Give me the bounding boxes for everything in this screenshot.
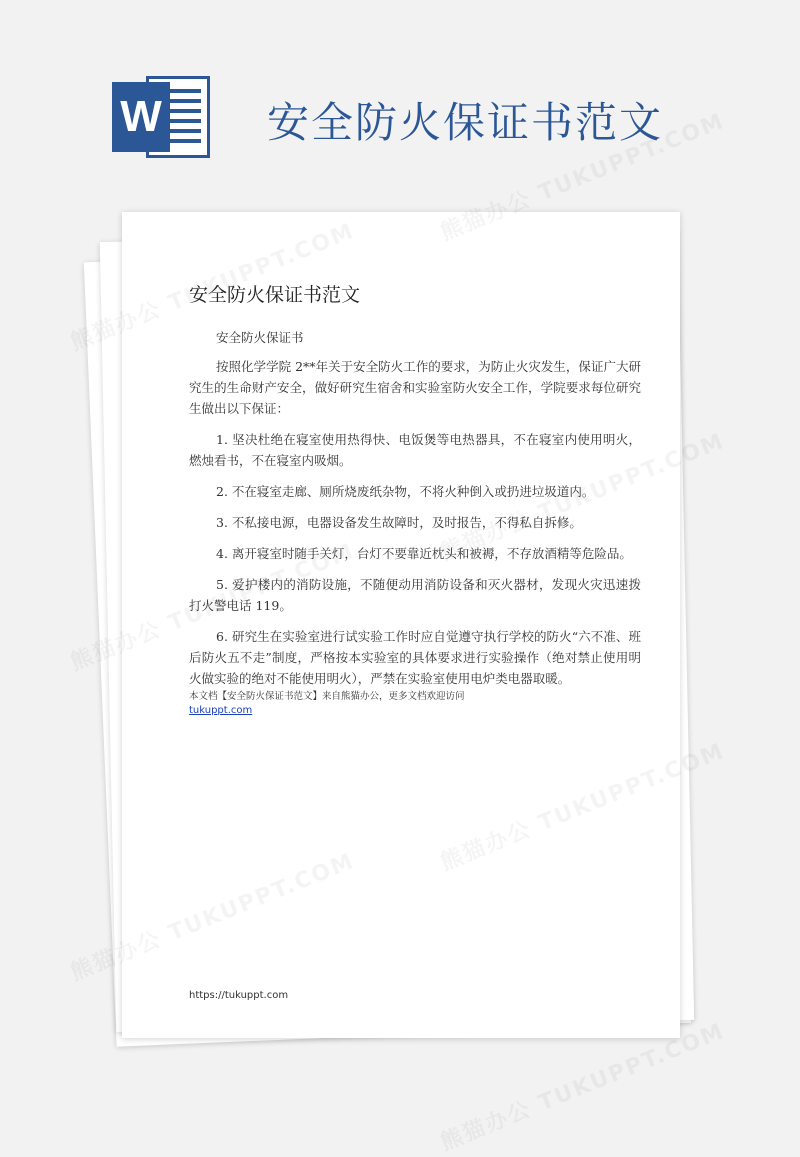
document-paragraph: 6. 研究生在实验室进行试实验工作时应自觉遵守执行学校的防火“六不准、班后防火五不走”制度，严格按本实验室的具体要求进行实验操作（绝对禁止使用明火做实验的绝对不能使用明火），严禁在实验室使用电炉类电器取暖。 (189, 629, 641, 686)
page-title: 安全防火保证书范文 (267, 98, 664, 147)
word-document-icon (112, 74, 212, 160)
document-paragraph: 2. 不在寝室走廊、厕所烧废纸杂物，不将火种倒入或扔进垃圾道内。 (216, 484, 595, 499)
document-paragraph: 4. 离开寝室时随手关灯，台灯不要靠近枕头和被褥，不存放酒精等危险品。 (216, 546, 632, 561)
header-banner (0, 0, 800, 200)
document-paragraph: 3. 不私接电源，电器设备发生故障时，及时报告，不得私自拆修。 (216, 515, 582, 530)
document-paragraph: 按照化学学院 2**年关于安全防火工作的要求，为防止火灾发生，保证广大研究生的生命财产安全，做好研究生宿舍和实验室防火安全工作，学院要求每位研究生做出以下保证： (189, 359, 641, 416)
footer-url[interactable]: https://tukuppt.com (189, 990, 289, 1001)
document-page (122, 212, 680, 1038)
source-link[interactable]: tukuppt.com (189, 705, 253, 716)
source-note: 本文档【安全防火保证书范文】来自熊猫办公，更多文档欢迎访问 (189, 691, 465, 702)
document-subheading: 安全防火保证书 (216, 330, 304, 345)
document-paragraph: 5. 爱护楼内的消防设施，不随便动用消防设备和灭火器材，发现火灾迅速拨打火警电话 119。 (189, 577, 641, 613)
document-body (189, 327, 641, 699)
word-letter: W (112, 82, 170, 152)
document-title: 安全防火保证书范文 (189, 284, 361, 306)
document-paragraph: 1. 坚决杜绝在寝室使用热得快、电饭煲等电热器具，不在寝室内使用明火，燃烛看书，不在寝室内吸烟。 (189, 432, 641, 468)
